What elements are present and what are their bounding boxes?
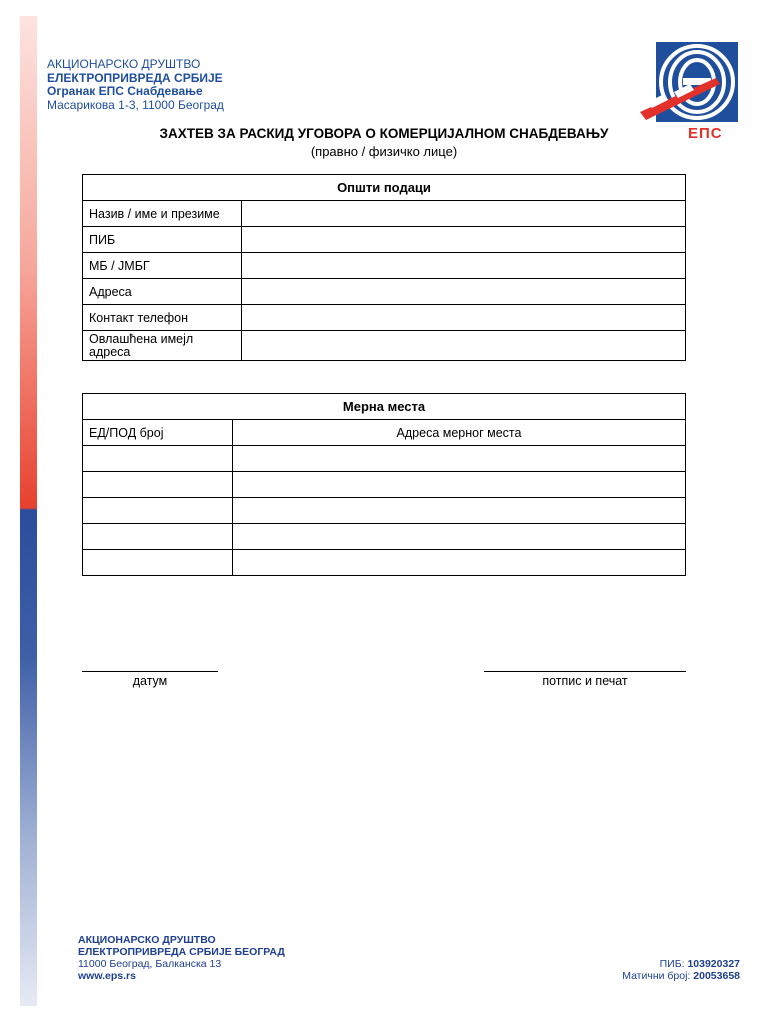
field-value-email[interactable]: [242, 331, 686, 361]
meter-id-cell[interactable]: [83, 524, 233, 550]
pib-value: 103920327: [687, 958, 740, 970]
table-row: [83, 498, 686, 524]
field-label-pib: ПИБ: [83, 227, 242, 253]
column-header-ed-pod: ЕД/ПОД број: [83, 420, 233, 446]
field-label-phone: Контакт телефон: [83, 305, 242, 331]
table-row: [83, 201, 686, 227]
date-label: датум: [132, 674, 168, 688]
table-row: [83, 331, 686, 361]
meter-id-cell[interactable]: [83, 498, 233, 524]
company-header: [47, 58, 447, 112]
company-address: Масарикова 1-3, 11000 Београд: [47, 97, 224, 112]
document-title: ЗАХТЕВ ЗА РАСКИД УГОВОРА О КОМЕРЦИЈАЛНОМ СНАБДЕВАЊУ: [159, 126, 609, 141]
footer-pib: [560, 958, 740, 970]
decorative-side-bar: [20, 16, 37, 1006]
meter-address-cell[interactable]: [233, 498, 686, 524]
column-header-address: Адреса мерног места: [233, 420, 686, 446]
meter-address-cell[interactable]: [233, 550, 686, 576]
footer-line-2: ЕЛЕКТРОПРИВРЕДА СРБИЈЕ БЕОГРАД: [78, 946, 285, 958]
table-row: [83, 524, 686, 550]
company-line-1: АКЦИОНАРСКО ДРУШТВО: [47, 57, 201, 71]
footer-registration: [560, 958, 740, 982]
table-row: [83, 279, 686, 305]
pib-label: ПИБ:: [659, 958, 685, 970]
logo-wordmark: ЕПС: [688, 125, 723, 142]
field-value-phone[interactable]: [242, 305, 686, 331]
company-line-2: ЕЛЕКТРОПРИВРЕДА СРБИЈЕ: [47, 70, 223, 85]
metering-points-table: [82, 393, 686, 576]
field-label-email: Овлашћена имејл адреса: [83, 331, 242, 361]
meter-address-cell[interactable]: [233, 524, 686, 550]
footer-line-1: АКЦИОНАРСКО ДРУШТВО: [78, 934, 216, 946]
field-value-address[interactable]: [242, 279, 686, 305]
footer-company: [78, 934, 378, 982]
field-value-name[interactable]: [242, 201, 686, 227]
meter-id-cell[interactable]: [83, 446, 233, 472]
field-label-address: Адреса: [83, 279, 242, 305]
table-row: [83, 446, 686, 472]
footer-mb: [560, 970, 740, 982]
meter-address-cell[interactable]: [233, 446, 686, 472]
meter-address-cell[interactable]: [233, 472, 686, 498]
table-row: [83, 253, 686, 279]
field-label-mb: МБ / ЈМБГ: [83, 253, 242, 279]
table-header-row: [83, 420, 686, 446]
table-row: [83, 472, 686, 498]
date-signature-line[interactable]: [82, 671, 218, 672]
meter-id-cell[interactable]: [83, 472, 233, 498]
signature-stamp-line[interactable]: [484, 671, 686, 672]
field-value-mb[interactable]: [242, 253, 686, 279]
meter-id-cell[interactable]: [83, 550, 233, 576]
field-label-name: Назив / име и презиме: [83, 201, 242, 227]
general-data-table: [82, 174, 686, 361]
mb-value: 20053658: [693, 970, 740, 982]
company-line-3: Огранак ЕПС Снабдевање: [47, 84, 203, 98]
table-row: [83, 550, 686, 576]
footer-address: 11000 Београд, Балканска 13: [78, 958, 222, 970]
footer-website: www.eps.rs: [78, 970, 136, 982]
field-value-pib[interactable]: [242, 227, 686, 253]
table-row: [83, 305, 686, 331]
mb-label: Матични број:: [622, 970, 691, 982]
signature-label: потпис и печат: [542, 674, 628, 688]
table-row: [83, 227, 686, 253]
meter-table-heading: Мерна места: [83, 394, 686, 420]
general-table-heading: Општи подаци: [83, 175, 686, 201]
document-subtitle: (правно / физичко лице): [310, 144, 458, 159]
